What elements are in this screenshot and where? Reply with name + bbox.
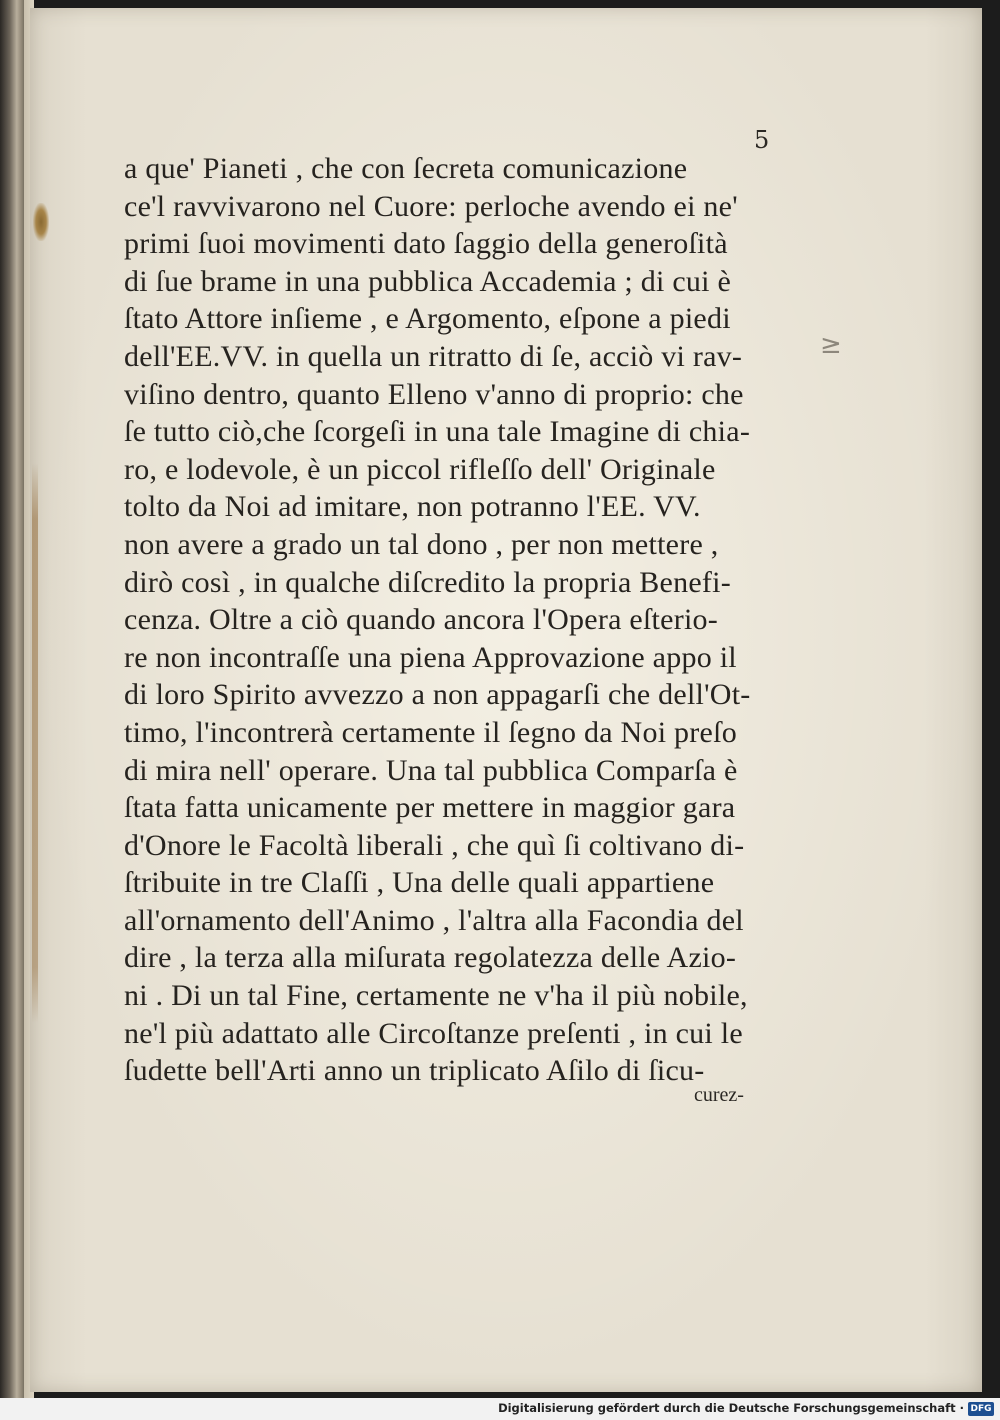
text-line: primi ſuoi movimenti dato ſaggio della generoſità [124,227,728,261]
text-line: di loro Spirito avvezzo a non appagarſi che dell'Ot- [124,678,751,712]
dfg-logo-icon: DFG [968,1402,994,1416]
body-text [124,150,924,1090]
text-line: di mira nell' operare. Una tal pubblica Comparſa è [124,753,738,787]
text-line: ne'l più adattato alle Circoſtanze preſenti , in cui le [124,1016,743,1050]
ink-stain [33,203,49,241]
text-line: di ſue brame in una pubblica Accademia ; di cui è [124,264,732,298]
text-line: a que' Pianeti , che con ſecreta comunicazione [124,152,688,185]
text-line: d'Onore le Facoltà liberali , che quì ſi coltivano di- [124,828,745,862]
text-line: non avere a grado un tal dono , per non mettere , [124,527,719,561]
text-line: ſudette bell'Arti anno un triplicato Aſilo di ſicu- [124,1054,705,1088]
margin-mark: ≥ [820,330,842,360]
text-line: ce'l ravvivarono nel Cuore: perloche avendo ei ne' [124,189,738,223]
catchword: curez- [694,1084,744,1106]
text-line: dirò così , in qualche diſcredito la propria Benefi- [124,565,731,599]
text-line: ſtribuite in tre Claſſi , Una delle quali appartiene [124,866,715,900]
text-line: ſtata fatta unicamente per mettere in maggior gara [124,791,736,825]
text-line: ni . Di un tal Fine, certamente ne v'ha il più nobile, [124,979,748,1013]
text-line: viſino dentro, quanto Elleno v'anno di proprio: che [124,377,744,411]
text-line: ro, e lodevole, è un piccol rifleſſo dell' Originale [124,452,716,486]
edge-discoloration [32,463,38,1023]
funding-credit: Digitalisierung gefördert durch die Deutsche Forschungsgemeinschaft · [498,1401,964,1415]
text-line: dell'EE.VV. in quella un ritratto di ſe, acciò vi rav- [124,339,743,373]
text-line: timo, l'incontrerà certamente il ſegno da Noi preſo [124,715,737,749]
text-line: cenza. Oltre a ciò quando ancora l'Opera eſterio- [124,603,719,637]
text-line: tolto da Noi ad imitare, non potranno l'EE. VV. [124,490,701,524]
text-line: all'ornamento dell'Animo , l'altra alla Facondia del [124,903,744,937]
text-line: ſtato Attore inſieme , e Argomento, eſpone a piedi [124,302,731,336]
text-line: ſe tutto ciò,che ſcorgeſi in una tale Imagine di chia- [124,415,751,449]
page-number: 5 [754,126,770,154]
text-line: dire , la terza alla miſurata regolatezza delle Azio- [124,941,737,975]
text-line: re non incontraſſe una piena Approvazione appo il [124,640,737,674]
